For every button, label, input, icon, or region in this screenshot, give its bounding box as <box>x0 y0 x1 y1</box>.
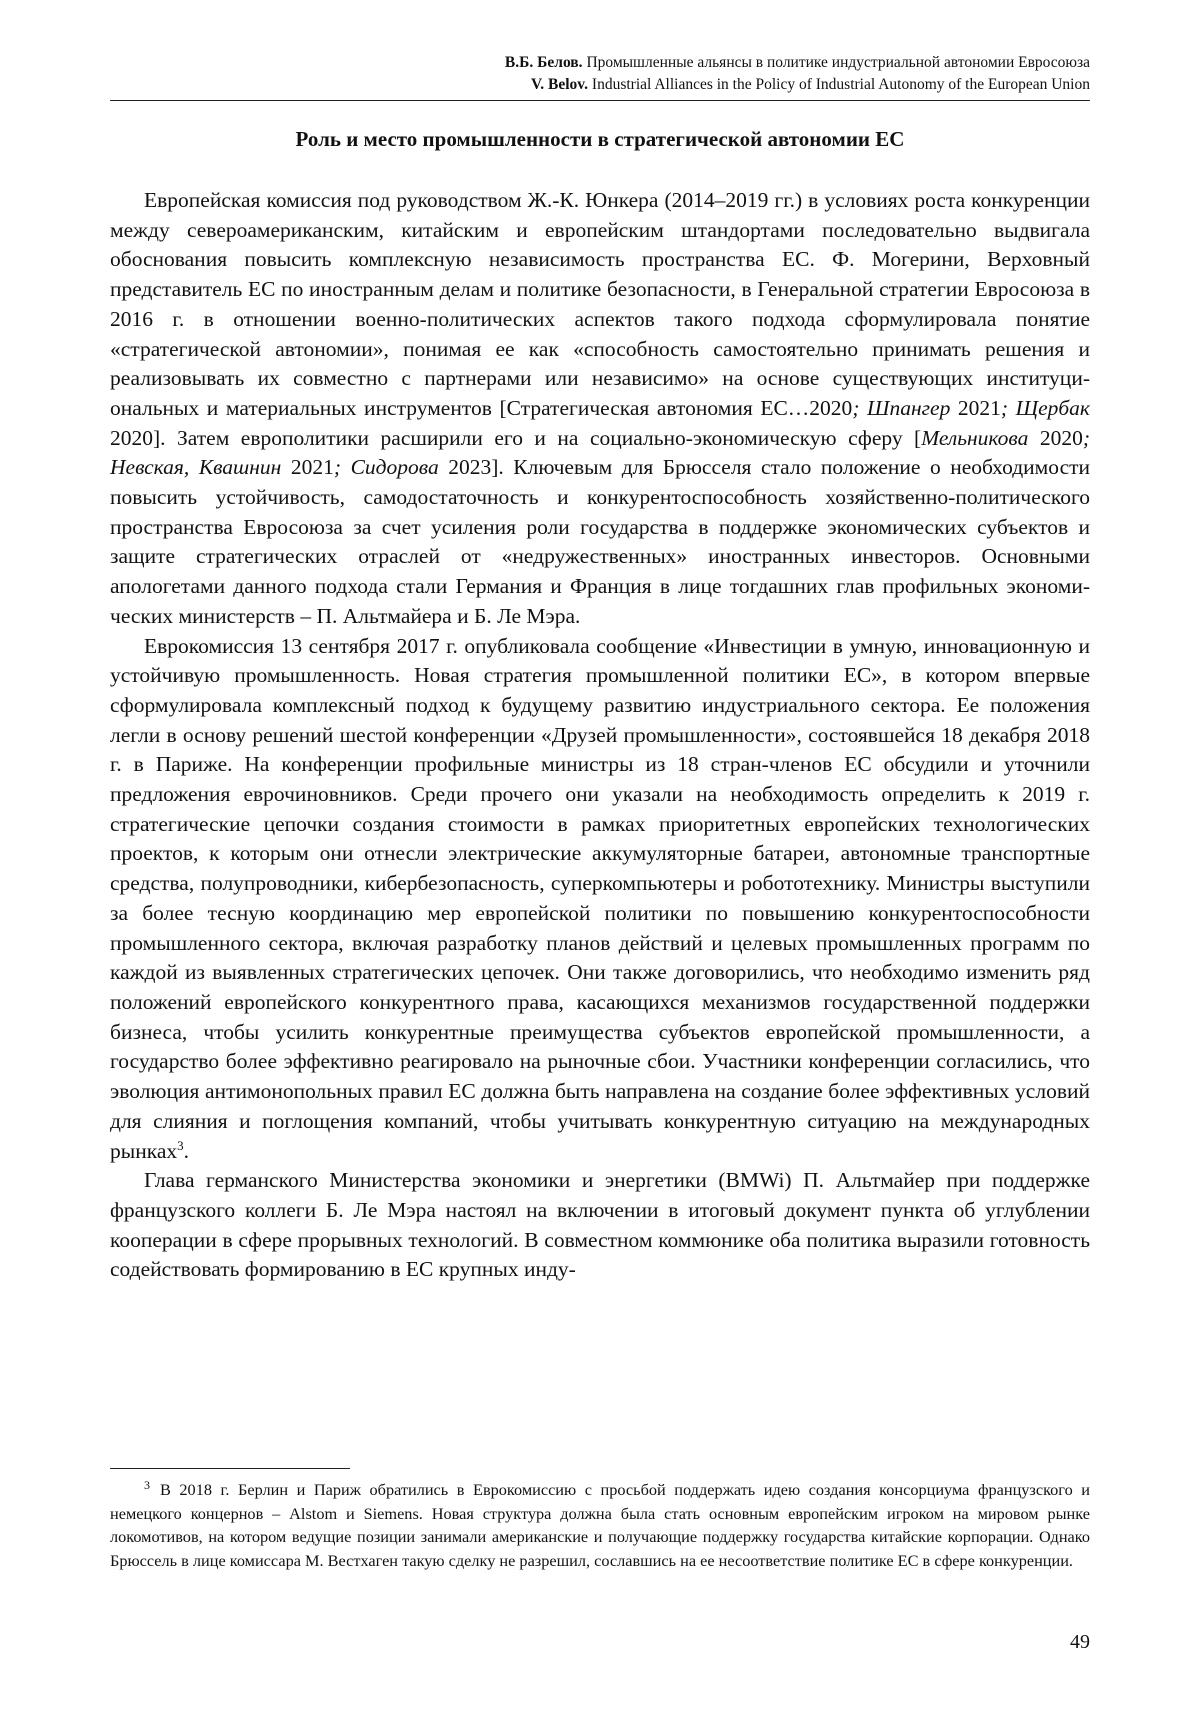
citation-separator: ; <box>1000 395 1016 420</box>
citation-author-nevskaya-kvashnin: Невская, Квашнин <box>110 455 282 480</box>
running-head-ru-title: Промышленные альянсы в политике индустриальной автономии Евросоюза <box>586 54 1090 71</box>
page-number: 49 <box>1070 1631 1090 1653</box>
citation-separator: ; <box>1082 425 1090 450</box>
citation-separator: ; <box>852 395 868 420</box>
citation-author-shpanger: Шпангер <box>867 395 951 420</box>
citation-author-melnikova: Мельникова <box>921 425 1029 450</box>
footnote-reference[interactable]: 3 <box>177 1137 184 1153</box>
running-head-en <box>110 74 1090 96</box>
running-head-en-author: V. Belov. <box>531 76 589 93</box>
paragraph-3: Глава германского Министерства экономики и энергетики (BMWi) П. Альтмайер при поддержке французского коллеги Б. Ле Мэра настоял на включении в итоговый документ пункта об углублении кооперации в сфере прорывных технологий. В совместном коммюнике оба политика выразили готовность содействовать формированию в ЕС крупных инду- <box>110 1168 1090 1282</box>
running-head-en-title: Industrial Alliances in the Policy of Industrial Autonomy of the European Union <box>591 76 1090 93</box>
paragraph-2 <box>110 632 1090 1167</box>
paragraph-1-text-c: 2020]. Затем европолитики расширили его и на социально-экономическую сферу [ <box>110 425 922 450</box>
paragraph-2-text: Еврокомиссия 13 сентября 2017 г. опубликовала сообщение «Инвестиции в умную, инновационную и устойчивую промышленность. Новая стратегия промышленной политики ЕС», в котором впервые сформулировала комплексный подход к будущему развитию индустриального сектора. Ее положения легли в основу решений шестой конференции «Друзей промышленности», состоявшейся 18 декабря 2018 г. в Париже. На конференции профильные министры из 18 стран-членов ЕС обсудили и уточнили предложения еврочиновников. Среди прочего они указали на необходимость определить к 2019 г. стратегические цепочки создания стоимости в рамках приоритетных европейских технологических проектов, к которым они отнесли электрические аккумуляторные батареи, автономные транспортные средства, полупроводники, кибербезопасность, суперкомпьютеры и робототехнику. Министры выступили за более тесную координацию мер европейской политики по повышению конкурентоспособности промышленного сектора, включая разработку планов действий и целевых промышленных программ по каждой из выявленных стратегических цепочек. Они также договорились, что необходимо изменить ряд положений европейского конкурентного права, касающихся механизмов государственной поддержки бизнеса, чтобы усилить конкурентные преимущества субъектов европейской промышленности, а государство более эффективно реагировало на рыночные сбои. Участники конференции согласились, что эволюция антимонопольных правил ЕС должна быть направлена на создание более эффективных условий для слияния и поглощения компаний, чтобы учитывать конкурентную ситуацию на международных рынках <box>110 633 1090 1163</box>
paragraph-1-text-e: 2021 <box>281 455 334 480</box>
paragraph-1-text-a: Европейская комиссия под руководством Ж.-К. Юнкера (2014–2019 гг.) в условиях роста конкуренции между североамериканским, китайским и европейским штандортами последовательно выдвигала обоснования повысить комплексную независимость пространства ЕС. Ф. Могерини, Верховный представитель ЕС по иностранным делам и политике безопасности, в Генеральной стратегии Евросоюза в 2016 г. в отношении военно-политических аспектов такого подхода сформулировала понятие «стратегической автономии», понимая ее как «способность самостоятельно принимать решения и реализовывать их совместно с партнерами или независимо» на основе существующих институциональных и материальных инструментов [Стратегическая автономия ЕС…2020 <box>110 188 1090 420</box>
footnote-paragraph <box>110 1478 1090 1572</box>
paragraph-1-text-b: 2021 <box>950 395 1001 420</box>
paragraph-1 <box>110 186 1090 632</box>
footnote-number: 3 <box>144 1477 150 1492</box>
running-head-ru <box>110 52 1090 74</box>
footnote-divider <box>110 1468 350 1469</box>
paragraph-2-end: . <box>183 1138 189 1163</box>
article-body <box>110 186 1090 1285</box>
section-title: Роль и место промышленности в стратегической автономии ЕС <box>295 127 905 151</box>
footnote <box>110 1478 1090 1572</box>
paragraph-1-text-d: 2020 <box>1028 425 1083 450</box>
footnote-text: В 2018 г. Берлин и Париж обратились в Еврокомиссию с просьбой поддержать идею создания консорциума французского и немецкого концернов – Alstom и Siemens. Новая структура должна была стать основным европейским игроком на мировом рынке локомотивов, на котором ведущие позиции занимали американские и получающие поддержку государства китайские корпорации. Однако Брюссель в лице комиссара М. Вестхаген такую сделку не разрешил, сославшись на ее несоответствие политике ЕС в сфере конкуренции. <box>110 1480 1090 1570</box>
paragraph-1-text-f: 2023]. Ключевым для Брюсселя стало положение о необходимости повысить устойчивость, самодостаточность и конкурентоспособность хозяйственно-политического пространства Евросоюза за счет усиления роли государства в поддержке экономических субъектов и защите стратегических отраслей от «недружественных» иностранных инвесторов. Основными апологетами данного подхода стали Германия и Франция в лице тогдашних глав профильных экономических министерств – П. Альтмайера и Б. Ле Мэра. <box>110 455 1091 628</box>
running-head-ru-author: В.Б. Белов. <box>504 54 583 71</box>
citation-author-shcherbak: Щербак <box>1015 395 1090 420</box>
citation-separator: ; <box>333 455 351 480</box>
citation-author-sidorova: Сидорова <box>350 455 439 480</box>
running-head <box>110 52 1090 96</box>
header-divider <box>110 100 1090 101</box>
